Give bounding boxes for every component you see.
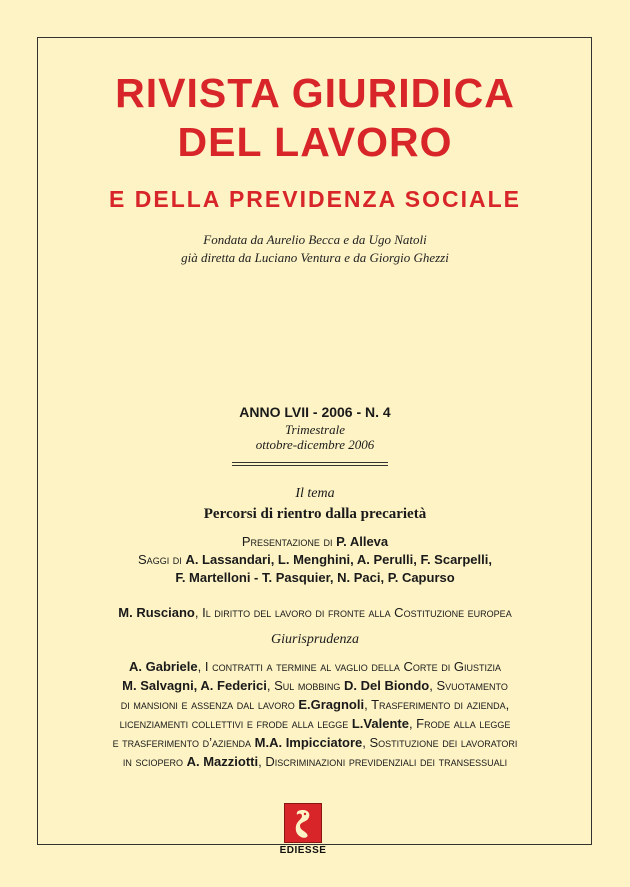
issue-period: ottobre-dicembre 2006	[255, 437, 375, 452]
giur-text: , Discriminazioni previdenziali dei transessuali	[258, 754, 508, 769]
journal-title-line2: DEL LAVORO	[177, 119, 453, 165]
giur-author: L.Valente	[351, 716, 409, 731]
giur-line-6	[0, 754, 630, 769]
giur-text: e trasferimento d’azienda	[112, 735, 255, 750]
giur-text: in sciopero	[122, 754, 187, 769]
saggi-prefix: Saggi di	[138, 552, 182, 567]
giur-text: , Svuotamento	[429, 678, 508, 693]
giur-author: M. Salvagni, A. Federici	[122, 678, 267, 693]
issue-frequency: Trimestrale	[285, 422, 345, 437]
issue-period-block	[0, 422, 630, 452]
giur-line-5	[0, 735, 630, 750]
journal-title-line1: RIVISTA GIURIDICA	[115, 70, 515, 116]
journal-subtitle: E DELLA PREVIDENZA SOCIALE	[109, 186, 521, 212]
giur-text: licenziamenti collettivi e frode alla legge	[119, 716, 352, 731]
saggi-authors: F. Martelloni - T. Pasquier, N. Paci, P. Capurso	[175, 570, 455, 585]
giur-line-3	[0, 697, 630, 712]
presentazione-prefix: Presentazione di	[241, 534, 333, 549]
giur-author: D. Del Biondo	[344, 678, 430, 693]
giur-line-2	[0, 678, 630, 693]
essay-author: M. Rusciano	[118, 605, 195, 620]
giur-line-4	[0, 716, 630, 731]
presentazione-line	[0, 534, 630, 549]
issue-number: ANNO LVII - 2006 - N. 4	[239, 404, 391, 420]
giur-author: E.Gragnoli	[298, 697, 365, 712]
divider-rule	[232, 462, 388, 463]
presentazione-author: P. Alleva	[336, 534, 389, 549]
theme-title: Percorsi di rientro dalla precarietà	[203, 506, 427, 522]
giur-author: A. Gabriele	[128, 659, 198, 674]
seahorse-icon	[285, 804, 321, 842]
giur-text: , Sul mobbing	[266, 678, 345, 693]
giur-text: , Trasferimento di azienda,	[364, 697, 510, 712]
giur-text: , I contratti a termine al vaglio della Corte di Giustizia	[197, 659, 502, 674]
giur-line-1	[0, 659, 630, 674]
giur-text: , Sostituzione dei lavoratori	[362, 735, 518, 750]
saggi-line-2	[0, 570, 630, 585]
giur-text: di mansioni e assenza dal lavoro	[120, 697, 299, 712]
founded-by: Fondata da Aurelio Becca e da Ugo Natoli	[203, 232, 427, 247]
theme-label: Il tema	[295, 486, 335, 501]
essay-line	[0, 605, 630, 620]
essay-title: , Il diritto del lavoro di fronte alla Costituzione europea	[194, 605, 512, 620]
divider-rule	[232, 465, 388, 466]
publisher-logo-icon	[284, 803, 322, 843]
saggi-line-1	[0, 552, 630, 567]
giur-author: A. Mazziotti	[186, 754, 259, 769]
giur-author: M.A. Impicciatore	[254, 735, 363, 750]
founders-block	[0, 231, 630, 267]
saggi-authors: A. Lassandari, L. Menghini, A. Perulli, F. Scarpelli,	[185, 552, 492, 567]
giurisprudenza-label: Giurisprudenza	[271, 632, 359, 647]
publisher-name: EDIESSE	[279, 845, 327, 856]
giur-text: , Frode alla legge	[408, 716, 511, 731]
directed-by: già diretta da Luciano Ventura e da Giorgio Ghezzi	[181, 250, 449, 265]
